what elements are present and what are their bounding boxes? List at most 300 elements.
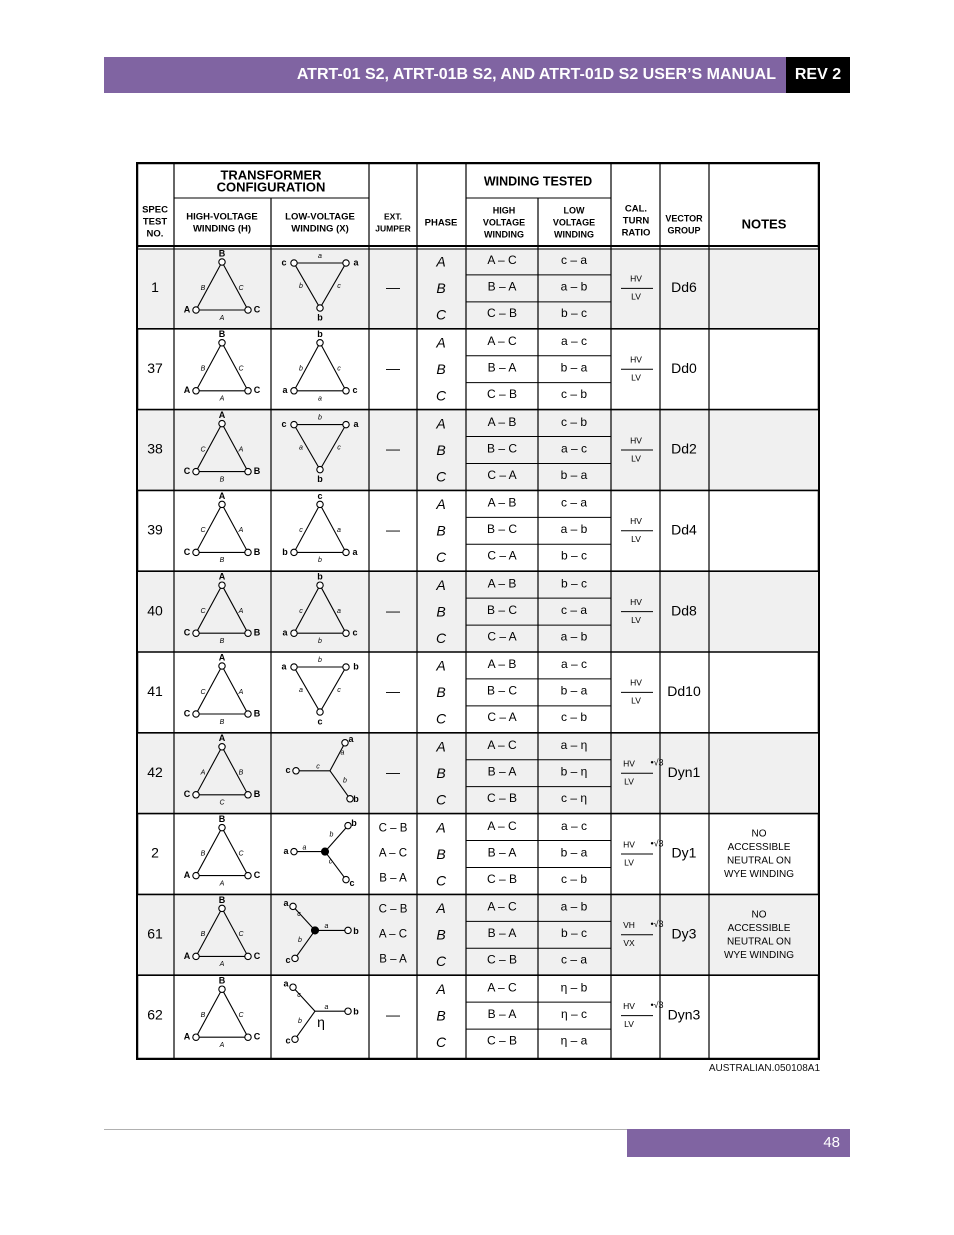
row-41-lv-terminal-label: b bbox=[353, 661, 359, 672]
row-39-low-voltage-winding: a – b bbox=[560, 522, 588, 537]
header-hv-winding: HIGH-VOLTAGE bbox=[186, 211, 258, 223]
row-40-lv-winding-label: c bbox=[299, 608, 303, 616]
row-42-hv-node bbox=[219, 744, 225, 750]
row-38-lv-winding-label: b bbox=[318, 414, 322, 422]
row-2-vector-group: Dy1 bbox=[671, 844, 697, 861]
row-2-ratio-root: •√3 bbox=[650, 838, 664, 849]
manual-title: ATRT-01 S2, ATRT-01B S2, AND ATRT-01D S2 USER’S MANUAL bbox=[296, 66, 776, 83]
row-39-high-voltage-winding: C – A bbox=[487, 548, 517, 563]
row-38-high-voltage-winding: B – C bbox=[486, 441, 518, 456]
row-61-phase: B bbox=[436, 926, 446, 943]
row-39-phase: C bbox=[435, 549, 447, 566]
row-1-ext-jumper: — bbox=[386, 279, 400, 296]
row-39-spec-number: 39 bbox=[147, 521, 163, 538]
row-61-lv-terminal-label: c bbox=[285, 954, 291, 965]
row-37-hv-winding-label: C bbox=[238, 365, 244, 373]
row-41-lv-node bbox=[317, 709, 323, 715]
row-62-lv-terminal-label: b bbox=[353, 1006, 359, 1017]
row-61-phase: A bbox=[436, 900, 446, 917]
row-62-lv-node bbox=[290, 984, 296, 990]
row-2-hv-winding-label: A bbox=[219, 880, 225, 888]
row-2-lv-wye-leg bbox=[325, 852, 346, 880]
row-39-ext-jumper: — bbox=[386, 521, 400, 538]
row-2-phase: C bbox=[435, 872, 447, 889]
row-1-vector-group: Dd6 bbox=[671, 279, 697, 296]
row-62-hv-winding-label: B bbox=[200, 1012, 206, 1020]
header-phase: PHASE bbox=[424, 217, 458, 229]
row-37-phase: C bbox=[435, 387, 447, 404]
row-38-phase: B bbox=[436, 441, 446, 458]
row-62-spec-number: 62 bbox=[147, 1006, 163, 1023]
row-39-high-voltage-winding: B – C bbox=[486, 522, 518, 537]
row-2-low-voltage-winding: c – b bbox=[560, 871, 588, 886]
row-1-hv-node bbox=[193, 307, 199, 313]
row-37-lv-terminal-label: a bbox=[282, 385, 288, 396]
row-42-hv-terminal-label: C bbox=[183, 789, 191, 800]
row-62-low-voltage-winding: η – c bbox=[560, 1006, 588, 1021]
row-41-ratio-denominator: LV bbox=[631, 695, 641, 706]
row-38-lv-node bbox=[317, 466, 323, 472]
row-62-low-voltage-winding: η – a bbox=[560, 1033, 588, 1048]
row-37-ratio-numerator: HV bbox=[630, 354, 642, 365]
row-61-note: ACCESSIBLE bbox=[727, 922, 791, 934]
row-39-vector-group: Dd4 bbox=[671, 521, 697, 538]
header-low-voltage-winding: WINDING bbox=[554, 229, 594, 240]
row-38-high-voltage-winding: A – B bbox=[487, 414, 517, 429]
row-2-note: WYE WINDING bbox=[724, 869, 794, 881]
row-2-lv-terminal-label: c bbox=[349, 877, 355, 888]
row-2-lv-node bbox=[343, 876, 349, 882]
row-2-lv-node bbox=[291, 848, 297, 854]
header-cal-turn-ratio: CAL. bbox=[624, 203, 648, 215]
row-38-lv-terminal-label: a bbox=[353, 418, 359, 429]
row-38-lv-winding-label: c bbox=[337, 444, 341, 452]
row-42-phase: C bbox=[435, 791, 447, 808]
row-2-lv-wye-leg bbox=[325, 826, 348, 852]
row-41-phase: C bbox=[435, 710, 447, 727]
row-39-hv-node bbox=[193, 549, 199, 555]
row-62-lv-terminal-label: a bbox=[283, 978, 289, 989]
header-spec-test-no: SPEC bbox=[142, 204, 168, 216]
row-39-hv-terminal-label: C bbox=[183, 546, 191, 557]
row-38-ratio-numerator: HV bbox=[630, 435, 642, 446]
row-40-phase: C bbox=[435, 629, 447, 646]
row-62-lv-wye-leg bbox=[295, 1011, 315, 1039]
row-41-lv-terminal-label: a bbox=[281, 661, 287, 672]
row-42-hv-node bbox=[193, 792, 199, 798]
configuration-table-graphic bbox=[136, 162, 820, 1060]
row-1-low-voltage-winding: a – b bbox=[560, 279, 588, 294]
row-2-hv-winding-label: C bbox=[238, 850, 244, 858]
row-42-low-voltage-winding: a – η bbox=[560, 737, 588, 752]
row-61-phase: C bbox=[435, 953, 447, 970]
row-2-hv-winding-label: B bbox=[200, 850, 206, 858]
header-notes: NOTES bbox=[741, 216, 787, 232]
row-2-hv-node bbox=[219, 824, 225, 830]
revision-badge: REV 2 bbox=[786, 57, 850, 93]
row-1-hv-winding-label: C bbox=[238, 284, 244, 292]
row-37-low-voltage-winding: a – c bbox=[560, 333, 588, 348]
row-39-low-voltage-winding: c – a bbox=[560, 495, 588, 510]
row-61-ext-jumper: B – A bbox=[379, 953, 407, 966]
row-61-lv-winding-label: b bbox=[298, 937, 302, 945]
row-41-vector-group: Dd10 bbox=[667, 683, 701, 700]
row-37-hv-winding-label: B bbox=[200, 365, 206, 373]
row-2-hv-terminal-label: A bbox=[183, 869, 191, 880]
row-62-hv-node bbox=[193, 1034, 199, 1040]
row-41-lv-terminal-label: c bbox=[317, 716, 323, 727]
row-38-ratio-denominator: LV bbox=[631, 453, 641, 464]
header-ext-jumper: JUMPER bbox=[375, 223, 411, 234]
row-40-ext-jumper: — bbox=[386, 602, 400, 619]
row-42-low-voltage-winding: c – η bbox=[560, 790, 588, 805]
row-42-lv-terminal-label: b bbox=[353, 794, 359, 805]
row-40-lv-node bbox=[291, 630, 297, 636]
row-42-high-voltage-winding: C – B bbox=[486, 790, 518, 805]
row-42-spec-number: 42 bbox=[147, 763, 163, 780]
row-41-phase: A bbox=[436, 657, 446, 674]
row-38-hv-winding-label: B bbox=[219, 476, 225, 484]
row-39-hv-winding-label: C bbox=[200, 527, 206, 535]
row-40-vector-group: Dd8 bbox=[671, 602, 697, 619]
row-39-hv-node bbox=[245, 549, 251, 555]
row-42-lv-winding-label: a bbox=[340, 749, 345, 757]
row-62-hv-node bbox=[219, 986, 225, 992]
row-38-lv-terminal-label: b bbox=[317, 473, 323, 484]
row-41-high-voltage-winding: B – C bbox=[486, 683, 518, 698]
row-1-phase: C bbox=[435, 306, 447, 323]
row-62-lv-winding-label: a bbox=[324, 1004, 329, 1012]
row-38-spec-number: 38 bbox=[147, 440, 163, 457]
row-1-spec-number: 1 bbox=[151, 279, 159, 296]
row-38-hv-winding-label: C bbox=[200, 446, 206, 454]
row-1-hv-terminal-label: C bbox=[253, 304, 261, 315]
row-41-hv-node bbox=[193, 711, 199, 717]
row-1-lv-winding-label: b bbox=[299, 282, 303, 290]
row-62-hv-terminal-label: B bbox=[218, 975, 226, 986]
header-config-title: CONFIGURATION bbox=[216, 179, 326, 195]
row-1-high-voltage-winding: A – C bbox=[487, 253, 517, 268]
row-2-note: NEUTRAL ON bbox=[726, 855, 792, 867]
row-40-low-voltage-winding: c – a bbox=[560, 602, 588, 617]
header-low-voltage-winding: LOW bbox=[563, 205, 585, 216]
row-40-hv-node bbox=[193, 630, 199, 636]
row-37-phase: A bbox=[436, 334, 446, 351]
row-41-high-voltage-winding: A – B bbox=[487, 657, 517, 672]
row-2-note: ACCESSIBLE bbox=[727, 842, 791, 854]
row-42-hv-terminal-label: B bbox=[253, 789, 261, 800]
row-42-lv-winding-label: c bbox=[316, 763, 320, 771]
row-62-lv-terminal-label: c bbox=[285, 1035, 291, 1046]
row-38-hv-terminal-label: A bbox=[218, 409, 226, 420]
row-39-phase: A bbox=[436, 496, 446, 513]
row-39-lv-node bbox=[317, 501, 323, 507]
row-38-high-voltage-winding: C – A bbox=[487, 467, 517, 482]
row-37-hv-terminal-label: A bbox=[183, 385, 191, 396]
row-61-lv-node bbox=[290, 903, 296, 909]
row-41-hv-node bbox=[219, 663, 225, 669]
row-37-lv-winding-label: b bbox=[299, 365, 303, 373]
row-40-lv-node bbox=[343, 630, 349, 636]
row-1-lv-node bbox=[291, 260, 297, 266]
row-2-lv-terminal-label: a bbox=[283, 845, 289, 856]
row-40-hv-winding-label: A bbox=[238, 608, 244, 616]
row-37-low-voltage-winding: c – b bbox=[560, 386, 588, 401]
row-61-lv-winding-label: c bbox=[297, 911, 301, 919]
header-spec-test-no: NO. bbox=[146, 228, 164, 240]
row-61-low-voltage-winding: b – c bbox=[560, 926, 588, 941]
row-62-vector-group: Dyn3 bbox=[667, 1006, 701, 1023]
row-40-ratio-numerator: HV bbox=[630, 596, 642, 607]
row-42-vector-group: Dyn1 bbox=[667, 763, 701, 780]
row-61-vector-group: Dy3 bbox=[671, 925, 697, 942]
header-vector-group: GROUP bbox=[667, 225, 701, 236]
header-hv-winding: WINDING (H) bbox=[192, 223, 252, 235]
row-40-hv-node bbox=[219, 582, 225, 588]
row-41-high-voltage-winding: C – A bbox=[487, 710, 517, 725]
header-spec-test-no: TEST bbox=[142, 216, 168, 228]
row-61-hv-terminal-label: B bbox=[218, 894, 226, 905]
row-38-low-voltage-winding: b – a bbox=[560, 467, 588, 482]
row-41-hv-node bbox=[245, 711, 251, 717]
row-38-lv-node bbox=[343, 421, 349, 427]
row-37-lv-winding-label: a bbox=[318, 395, 322, 403]
row-2-low-voltage-winding: a – c bbox=[560, 818, 588, 833]
row-37-lv-node bbox=[343, 388, 349, 394]
row-38-low-voltage-winding: c – b bbox=[560, 414, 588, 429]
row-62-lv-node bbox=[345, 1008, 351, 1014]
header-low-voltage-winding: VOLTAGE bbox=[552, 217, 596, 228]
row-40-lv-winding-label: a bbox=[337, 608, 341, 616]
row-37-phase: B bbox=[436, 361, 446, 378]
row-61-lv-winding-label: a bbox=[324, 923, 329, 931]
row-2-ext-jumper: A – C bbox=[378, 847, 408, 860]
row-61-lv-node bbox=[345, 927, 351, 933]
row-39-ratio-numerator: HV bbox=[630, 516, 642, 527]
row-61-lv-node bbox=[292, 955, 298, 961]
row-40-spec-number: 40 bbox=[147, 602, 163, 619]
row-38-hv-node bbox=[219, 420, 225, 426]
row-42-ratio-numerator: HV bbox=[623, 758, 635, 769]
row-2-phase: A bbox=[436, 819, 446, 836]
row-37-lv-terminal-label: c bbox=[352, 385, 358, 396]
row-37-hv-node bbox=[193, 388, 199, 394]
row-39-lv-winding-label: a bbox=[337, 527, 341, 535]
header-config-title: TRANSFORMER bbox=[220, 167, 322, 183]
header-high-voltage-winding: HIGH bbox=[492, 205, 516, 216]
row-42-lv-terminal-label: c bbox=[285, 765, 291, 776]
row-38-hv-winding-label: A bbox=[238, 446, 244, 454]
row-61-high-voltage-winding: C – B bbox=[486, 952, 518, 967]
row-62-high-voltage-winding: B – A bbox=[487, 1006, 517, 1021]
row-39-lv-winding-label: c bbox=[299, 527, 303, 535]
row-42-lv-node bbox=[342, 740, 348, 746]
row-40-phase: B bbox=[436, 603, 446, 620]
row-37-lv-winding-label: c bbox=[337, 365, 341, 373]
row-40-lv-terminal-label: a bbox=[282, 627, 288, 638]
row-37-hv-terminal-label: C bbox=[253, 385, 261, 396]
row-41-spec-number: 41 bbox=[147, 683, 163, 700]
row-41-lv-node bbox=[343, 664, 349, 670]
row-41-ratio-numerator: HV bbox=[630, 677, 642, 688]
row-2-low-voltage-winding: b – a bbox=[560, 845, 588, 860]
row-42-lv-winding-label: b bbox=[343, 777, 347, 785]
row-1-ratio-denominator: LV bbox=[631, 291, 641, 302]
row-62-hv-winding-label: A bbox=[219, 1042, 225, 1050]
row-37-vector-group: Dd0 bbox=[671, 359, 697, 376]
row-1-lv-node bbox=[317, 305, 323, 311]
row-2-high-voltage-winding: B – A bbox=[487, 845, 517, 860]
row-61-lv-terminal-label: b bbox=[353, 925, 359, 936]
row-61-note: WYE WINDING bbox=[724, 949, 794, 961]
row-1-phase: A bbox=[436, 253, 446, 270]
row-40-hv-terminal-label: A bbox=[218, 571, 226, 582]
row-42-high-voltage-winding: A – C bbox=[487, 737, 517, 752]
row-41-ext-jumper: — bbox=[386, 683, 400, 700]
row-42-ratio-denominator: LV bbox=[624, 776, 634, 787]
row-37-low-voltage-winding: b – a bbox=[560, 360, 588, 375]
row-42-hv-winding-label: A bbox=[200, 769, 206, 777]
row-62-phase: B bbox=[436, 1007, 446, 1024]
row-39-hv-winding-label: B bbox=[219, 557, 225, 565]
row-42-hv-node bbox=[245, 792, 251, 798]
row-39-hv-terminal-label: B bbox=[253, 546, 261, 557]
row-42-hv-winding-label: C bbox=[219, 799, 225, 807]
row-61-hv-node bbox=[219, 905, 225, 911]
row-39-lv-terminal-label: c bbox=[317, 490, 323, 501]
row-2-ratio-denominator: LV bbox=[624, 857, 634, 868]
row-37-ext-jumper: — bbox=[386, 359, 400, 376]
header-vector-group: VECTOR bbox=[665, 213, 703, 224]
row-62-high-voltage-winding: A – C bbox=[487, 980, 517, 995]
row-61-ratio-numerator: VH bbox=[623, 920, 635, 931]
row-61-hv-node bbox=[245, 953, 251, 959]
row-42-low-voltage-winding: b – η bbox=[560, 764, 588, 779]
row-37-high-voltage-winding: C – B bbox=[486, 386, 518, 401]
row-41-lv-winding-label: c bbox=[337, 686, 341, 694]
row-42-phase: B bbox=[436, 765, 446, 782]
row-41-low-voltage-winding: a – c bbox=[560, 657, 588, 672]
row-37-spec-number: 37 bbox=[147, 359, 163, 376]
row-62-high-voltage-winding: C – B bbox=[486, 1033, 518, 1048]
row-40-hv-node bbox=[245, 630, 251, 636]
row-41-low-voltage-winding: c – b bbox=[560, 710, 588, 725]
page-number: 48 bbox=[627, 1129, 850, 1157]
row-61-lv-terminal-label: a bbox=[283, 897, 289, 908]
row-38-vector-group: Dd2 bbox=[671, 440, 697, 457]
row-2-ext-jumper: B – A bbox=[379, 872, 407, 885]
row-40-hv-terminal-label: B bbox=[253, 627, 261, 638]
row-39-hv-winding-label: A bbox=[238, 527, 244, 535]
row-2-ratio-numerator: HV bbox=[623, 839, 635, 850]
row-1-lv-terminal-label: b bbox=[317, 312, 323, 323]
row-61-hv-winding-label: A bbox=[219, 961, 225, 969]
row-61-ratio-root: •√3 bbox=[650, 919, 664, 930]
row-61-high-voltage-winding: A – C bbox=[487, 899, 517, 914]
row-61-lv-neutral-node bbox=[312, 927, 319, 934]
header-high-voltage-winding: WINDING bbox=[484, 229, 524, 240]
row-2-lv-neutral-node bbox=[322, 848, 329, 855]
row-39-hv-terminal-label: A bbox=[218, 490, 226, 501]
row-40-phase: A bbox=[436, 576, 446, 593]
row-61-ext-jumper: A – C bbox=[378, 928, 408, 941]
row-61-hv-node bbox=[193, 953, 199, 959]
row-2-lv-winding-label: c bbox=[328, 858, 333, 866]
row-42-lv-terminal-label: a bbox=[348, 734, 354, 745]
row-2-lv-winding-label: b bbox=[329, 831, 334, 839]
figure-reference: AUSTRALIAN.050108A1 bbox=[708, 1063, 820, 1074]
header-high-voltage-winding: VOLTAGE bbox=[482, 217, 526, 228]
row-41-hv-winding-label: A bbox=[238, 688, 244, 696]
row-62-hv-terminal-label: A bbox=[183, 1031, 191, 1042]
header-lv-winding: LOW-VOLTAGE bbox=[285, 211, 355, 223]
header-ext-jumper: EXT. bbox=[384, 211, 402, 222]
row-40-low-voltage-winding: a – b bbox=[560, 629, 588, 644]
row-2-hv-node bbox=[193, 872, 199, 878]
row-61-low-voltage-winding: c – a bbox=[560, 952, 588, 967]
row-42-ratio-root: •√3 bbox=[650, 757, 664, 768]
row-2-phase: B bbox=[436, 845, 446, 862]
row-41-hv-terminal-label: B bbox=[253, 708, 261, 719]
row-1-lv-terminal-label: c bbox=[281, 257, 287, 268]
row-61-high-voltage-winding: B – A bbox=[487, 926, 517, 941]
row-37-hv-terminal-label: B bbox=[218, 329, 226, 340]
row-40-hv-winding-label: B bbox=[219, 638, 225, 646]
row-37-lv-node bbox=[317, 340, 323, 346]
transformer-configuration-table bbox=[136, 162, 820, 1060]
row-39-lv-winding-label: b bbox=[318, 557, 322, 565]
row-41-hv-terminal-label: A bbox=[218, 652, 226, 663]
row-40-hv-terminal-label: C bbox=[183, 627, 191, 638]
row-1-high-voltage-winding: B – A bbox=[487, 279, 517, 294]
row-62-phase: A bbox=[436, 980, 446, 997]
row-1-hv-terminal-label: A bbox=[183, 304, 191, 315]
header-lv-winding: WINDING (X) bbox=[291, 223, 349, 235]
row-41-phase: B bbox=[436, 684, 446, 701]
row-38-lv-winding-label: a bbox=[299, 444, 303, 452]
row-41-lv-winding-label: a bbox=[299, 686, 303, 694]
row-41-hv-terminal-label: C bbox=[183, 708, 191, 719]
row-40-high-voltage-winding: C – A bbox=[487, 629, 517, 644]
row-62-ratio-numerator: HV bbox=[623, 1000, 635, 1011]
row-1-hv-node bbox=[245, 307, 251, 313]
row-2-spec-number: 2 bbox=[151, 844, 159, 861]
row-41-lv-winding-label: b bbox=[318, 656, 322, 664]
row-1-phase: B bbox=[436, 280, 446, 297]
row-38-phase: A bbox=[436, 415, 446, 432]
row-62-lv-neutral-label: η bbox=[317, 1013, 325, 1030]
row-61-note: NO bbox=[751, 909, 767, 921]
row-62-phase: C bbox=[435, 1033, 447, 1050]
row-37-hv-node bbox=[245, 388, 251, 394]
row-39-high-voltage-winding: A – B bbox=[487, 495, 517, 510]
row-1-hv-winding-label: B bbox=[200, 284, 206, 292]
row-62-lv-wye-leg bbox=[293, 987, 315, 1011]
row-1-lv-node bbox=[343, 260, 349, 266]
row-42-hv-winding-label: B bbox=[238, 769, 244, 777]
row-61-hv-terminal-label: C bbox=[253, 950, 261, 961]
row-39-lv-terminal-label: a bbox=[352, 546, 358, 557]
header-cal-turn-ratio: RATIO bbox=[621, 227, 651, 239]
row-61-note: NEUTRAL ON bbox=[726, 936, 792, 948]
row-38-low-voltage-winding: a – c bbox=[560, 441, 588, 456]
row-42-lv-node bbox=[293, 768, 299, 774]
row-40-lv-node bbox=[317, 582, 323, 588]
row-62-hv-winding-label: C bbox=[238, 1012, 244, 1020]
row-1-low-voltage-winding: b – c bbox=[560, 306, 588, 321]
row-40-lv-terminal-label: c bbox=[352, 627, 358, 638]
row-1-hv-node bbox=[219, 259, 225, 265]
